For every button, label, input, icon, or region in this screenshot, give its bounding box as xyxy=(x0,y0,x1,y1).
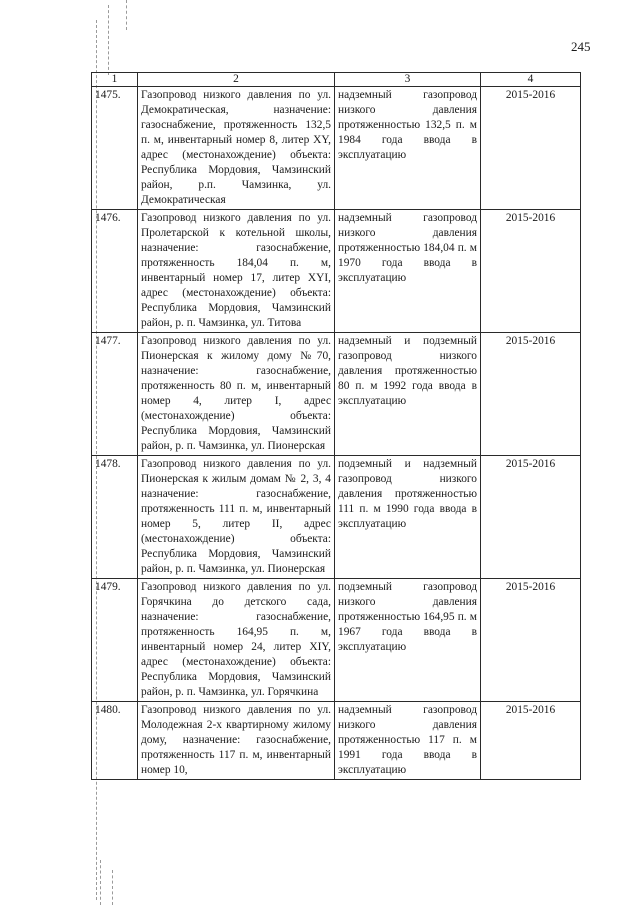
row-period: 2015-2016 xyxy=(481,579,581,702)
row-number: 1480. xyxy=(92,702,138,780)
row-number: 1475. xyxy=(92,87,138,210)
row-number: 1478. xyxy=(92,456,138,579)
row-pipeline-type: надземный газопровод низкого давления протяженностью 184,04 п. м 1970 года ввода в эксплуатацию xyxy=(335,210,481,333)
row-description: Газопровод низкого давления по ул. Горячкина до детского сада, назначение: газоснабжение, протяженность 164,95 п. м, инвентарный номер 24, литер XIY, адрес (местонахождение) объекта: Республика Мордовия, Чамзинский район, р. п. Чамзинка, ул. Горячкина xyxy=(138,579,335,702)
row-description: Газопровод низкого давления по ул. Демократическая, назначение: газоснабжение, протяженность 132,5 п. м, инвентарный номер 8, литер XY, адрес (местонахождение) объекта: Республика Мордовия, Чамзинский район, р.п. Чамзинка, ул. Демократическая xyxy=(138,87,335,210)
row-pipeline-type: подземный газопровод низкого давления протяженностью 164,95 п. м 1967 года ввода в эксплуатацию xyxy=(335,579,481,702)
row-description: Газопровод низкого давления по ул. Пионерская к жилому дому №70, назначение: газоснабжение, протяженность 80 п. м, инвентарный номер 4, литер I, адрес (местонахождение) объекта: Республика Мордовия, Чамзинский район, р. п. Чамзинка, ул. Пионерская xyxy=(138,333,335,456)
row-description: Газопровод низкого давления по ул. Пролетарской к котельной школы, назначение: газоснабжение, протяженность 184,04 п. м, инвентарный номер 17, литер XYI, адрес (местонахождение) объекта: Республика Мордовия, Чамзинский район, р. п. Чамзинка, ул. Титова xyxy=(138,210,335,333)
table-row xyxy=(92,333,581,456)
row-period: 2015-2016 xyxy=(481,210,581,333)
table-header-row xyxy=(92,73,581,87)
table-row xyxy=(92,579,581,702)
page-number: 245 xyxy=(571,39,591,54)
scan-margin-mark xyxy=(112,870,113,905)
row-period: 2015-2016 xyxy=(481,87,581,210)
row-number: 1476. xyxy=(92,210,138,333)
row-pipeline-type: надземный газопровод низкого давления протяженностью 132,5 п. м 1984 года ввода в эксплуатацию xyxy=(335,87,481,210)
column-header-period: 4 xyxy=(481,73,581,87)
row-number: 1477. xyxy=(92,333,138,456)
table-row xyxy=(92,702,581,780)
column-header-type: 3 xyxy=(335,73,481,87)
table-row xyxy=(92,210,581,333)
row-period: 2015-2016 xyxy=(481,702,581,780)
row-description: Газопровод низкого давления по ул. Молодежная 2-х квартирному жилому дому, назначение: газоснабжение, протяженность 117 п. м, инвентарный номер 10, xyxy=(138,702,335,780)
row-number: 1479. xyxy=(92,579,138,702)
table-row xyxy=(92,456,581,579)
row-pipeline-type: надземный газопровод низкого давления протяженностью 117 п. м 1991 года ввода в эксплуатацию xyxy=(335,702,481,780)
row-pipeline-type: подземный и надземный газопровод низкого давления протяженностью 111 п. м 1990 года ввода в эксплуатацию xyxy=(335,456,481,579)
column-header-description: 2 xyxy=(138,73,335,87)
scan-margin-mark xyxy=(100,860,101,905)
table-row xyxy=(92,87,581,210)
column-header-number: 1 xyxy=(92,73,138,87)
row-period: 2015-2016 xyxy=(481,333,581,456)
row-period: 2015-2016 xyxy=(481,456,581,579)
property-register-table xyxy=(91,72,581,780)
scan-margin-mark xyxy=(126,0,127,30)
scan-margin-mark xyxy=(108,5,109,75)
row-pipeline-type: надземный и подземный газопровод низкого давления протяженностью 80 п. м 1992 года ввода в эксплуатацию xyxy=(335,333,481,456)
row-description: Газопровод низкого давления по ул. Пионерская к жилым домам № 2, 3, 4 назначение: газоснабжение, протяженность 111 п. м, инвентарный номер 5, литер II, адрес (местонахождение) объекта: Республика Мордовия, Чамзинский район, р. п. Чамзинка, ул. Пионерская xyxy=(138,456,335,579)
